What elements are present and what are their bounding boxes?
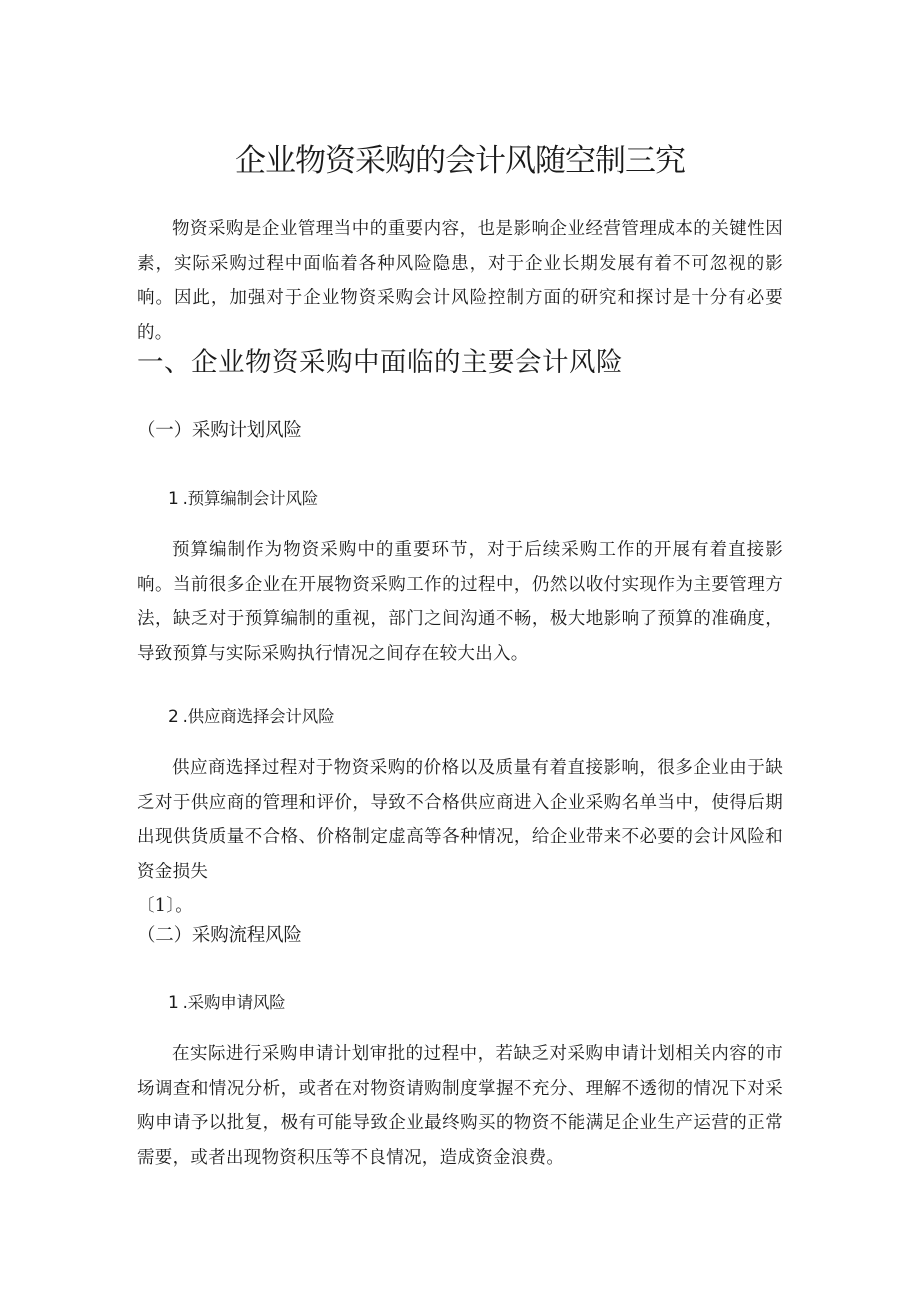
document-title: 企业物资采购的会计风随空制三究: [235, 143, 685, 179]
subsection-heading-plan-risk: （一）采购计划风险: [137, 420, 302, 441]
supplier-risk-paragraph: [137, 751, 783, 924]
item-label: .供应商选择会计风险: [182, 707, 335, 726]
item-number: 2: [168, 707, 179, 727]
citation: 〔1〕。: [137, 896, 194, 916]
item-label: .采购申请风险: [182, 993, 286, 1012]
budget-risk-paragraph: 预算编制作为物资采购中的重要环节，对于后续采购工作的开展有着直接影响。当前很多企业在开展物资采购工作的过程中，仍然以收付实现作为主要管理方法，缺乏对于预算编制的重视，部门之间沟通不畅，极大地影响了预算的准确度，导致预算与实际采购执行情况之间存在较大出入。: [137, 540, 783, 664]
subsection-heading-process-risk: （二）采购流程风险: [137, 925, 302, 946]
item-heading-budget-risk: [168, 484, 318, 514]
item-label: .预算编制会计风险: [182, 489, 319, 508]
item-number: 1: [168, 993, 179, 1013]
section-heading: 一、企业物资采购中面临的主要会计风险: [137, 347, 623, 378]
application-risk-paragraph: 在实际进行采购申请计划审批的过程中，若缺乏对采购申请计划相关内容的市场调查和情况分析，或者在对物资请购制度掌握不充分、理解不透彻的情况下对采购申请予以批复，极有可能导致企业最终购买的物资不能满足企业生产运营的正常需要，或者出现物资积压等不良情况，造成资金浪费。: [137, 1044, 783, 1168]
item-heading-application-risk: [168, 988, 285, 1018]
intro-paragraph: 物资采购是企业管理当中的重要内容，也是影响企业经营管理成本的关键性因素，实际采购过程中面临着各种风险隐患，对于企业长期发展有着不可忽视的影响。因此，加强对于企业物资采购会计风险控制方面的研究和探讨是十分有必要的。: [137, 219, 783, 343]
supplier-risk-text: 供应商选择过程对于物资采购的价格以及质量有着直接影响，很多企业由于缺乏对于供应商的管理和评价，导致不合格供应商进入企业采购名单当中，使得后期出现供货质量不合格、价格制定虚高等各种情况，给企业带来不必要的会计风险和资金损失: [137, 758, 783, 882]
item-heading-supplier-risk: [168, 702, 334, 732]
item-number: 1: [168, 489, 179, 509]
